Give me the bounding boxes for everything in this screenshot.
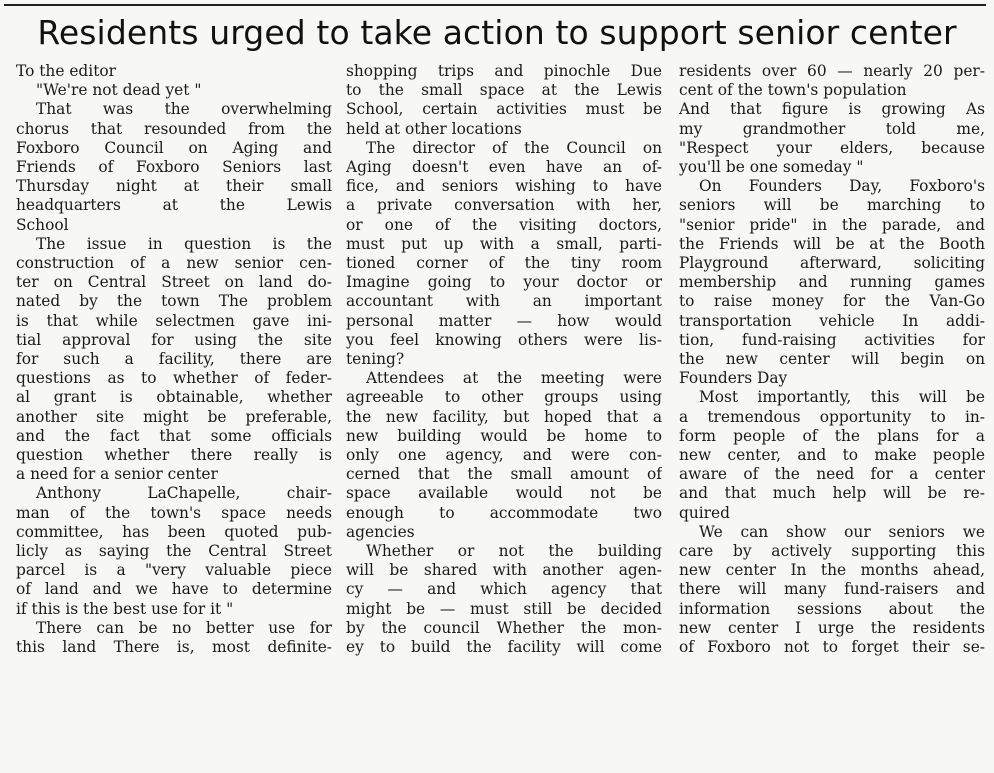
text-line: tion, fund-raising activities for bbox=[679, 330, 985, 349]
text-line: "We're not dead yet " bbox=[36, 81, 202, 100]
text-line: committee, has been quoted pub- bbox=[16, 522, 332, 541]
text-line: the new facility, but hoped that a bbox=[346, 407, 662, 426]
text-line: cy — and which agency that bbox=[346, 580, 662, 599]
text-line: We can show our seniors we bbox=[699, 522, 985, 541]
text-line: ey to build the facility will come bbox=[346, 638, 662, 657]
text-line: tening? bbox=[346, 350, 405, 369]
text-line: On Founders Day, Foxboro's bbox=[699, 177, 985, 196]
text-line: of land and we have to determine bbox=[16, 580, 332, 599]
text-line: space available would not be bbox=[346, 484, 662, 503]
text-line: shopping trips and pinochle Due bbox=[346, 62, 662, 80]
text-line: ter on Central Street on land do- bbox=[16, 273, 332, 292]
text-line: fice, and seniors wishing to have bbox=[346, 177, 662, 196]
text-line: "Respect your elders, because bbox=[679, 138, 985, 157]
text-line: licly as saying the Central Street bbox=[16, 542, 332, 561]
text-line: quired bbox=[679, 503, 731, 522]
text-line: al grant is obtainable, whether bbox=[16, 388, 332, 407]
text-line: the new center will begin on bbox=[679, 350, 985, 369]
text-line: School, certain activities must be bbox=[346, 100, 662, 119]
text-line: question whether there really is bbox=[16, 446, 332, 465]
text-line: The issue in question is the bbox=[36, 234, 332, 253]
text-line: Anthony LaChapelle, chair- bbox=[36, 484, 332, 503]
text-line: agencies bbox=[346, 522, 415, 541]
text-line: this land There is, most definite- bbox=[16, 638, 332, 657]
text-line: care by actively supporting this bbox=[679, 542, 985, 561]
text-line: Whether or not the building bbox=[366, 542, 662, 561]
text-line: Most importantly, this will be bbox=[699, 388, 985, 407]
text-line: And that figure is growing As bbox=[679, 100, 985, 119]
text-line: There can be no better use for bbox=[36, 618, 332, 637]
text-line: transportation vehicle In addi- bbox=[679, 311, 985, 330]
text-line: my grandmother told me, bbox=[679, 119, 985, 138]
text-line: residents over 60 — nearly 20 per- bbox=[679, 62, 985, 80]
text-line: parcel is a "very valuable piece bbox=[16, 561, 332, 580]
text-line: you feel knowing others were lis- bbox=[346, 330, 662, 349]
text-line: by the council Whether the mon- bbox=[346, 618, 662, 637]
text-line: personal matter — how would bbox=[346, 311, 662, 330]
text-line: held at other locations bbox=[346, 119, 522, 138]
text-line: and the fact that some officials bbox=[16, 426, 332, 445]
text-line: agreeable to other groups using bbox=[346, 388, 662, 407]
text-line: School bbox=[16, 215, 69, 234]
text-line: will be shared with another agen- bbox=[346, 561, 662, 580]
top-rule bbox=[4, 4, 986, 6]
headline: Residents urged to take action to support senior center bbox=[37, 13, 957, 52]
text-line: headquarters at the Lewis bbox=[16, 196, 332, 215]
text-line: a private conversation with her, bbox=[346, 196, 662, 215]
text-line: of Foxboro not to forget their se- bbox=[679, 638, 985, 657]
text-line: new center I urge the residents bbox=[679, 618, 985, 637]
text-line: for such a facility, there are bbox=[16, 350, 332, 369]
text-line: tioned corner of the tiny room bbox=[346, 254, 662, 273]
text-line: only one agency, and were con- bbox=[346, 446, 662, 465]
text-line: or one of the visiting doctors, bbox=[346, 215, 662, 234]
text-line: there will many fund-raisers and bbox=[679, 580, 985, 599]
article-column-1 bbox=[16, 62, 332, 657]
text-line: cerned that the small amount of bbox=[346, 465, 662, 484]
text-line: Attendees at the meeting were bbox=[366, 369, 662, 388]
text-line: Playground afterward, soliciting bbox=[679, 254, 985, 273]
text-line: a need for a senior center bbox=[16, 465, 218, 484]
text-line: Imagine going to your doctor or bbox=[346, 273, 662, 292]
text-line: a tremendous opportunity to in- bbox=[679, 407, 985, 426]
text-line: you'll be one someday " bbox=[679, 158, 864, 177]
text-line: information sessions about the bbox=[679, 599, 985, 618]
text-line: "senior pride" in the parade, and bbox=[679, 215, 985, 234]
text-line: accountant with an important bbox=[346, 292, 662, 311]
text-line: To the editor bbox=[16, 62, 117, 80]
text-line: Foxboro Council on Aging and bbox=[16, 138, 332, 157]
text-line: enough to accommodate two bbox=[346, 503, 662, 522]
text-line: must put up with a small, parti- bbox=[346, 234, 662, 253]
text-line: man of the town's space needs bbox=[16, 503, 332, 522]
text-line: to raise money for the Van-Go bbox=[679, 292, 985, 311]
text-line: Thursday night at their small bbox=[16, 177, 332, 196]
text-line: tial approval for using the site bbox=[16, 330, 332, 349]
text-line: new center, and to make people bbox=[679, 446, 985, 465]
text-line: form people of the plans for a bbox=[679, 426, 985, 445]
text-line: another site might be preferable, bbox=[16, 407, 332, 426]
text-line: might be — must still be decided bbox=[346, 599, 662, 618]
text-line: That was the overwhelming bbox=[36, 100, 332, 119]
text-line: construction of a new senior cen- bbox=[16, 254, 332, 273]
text-line: nated by the town The problem bbox=[16, 292, 332, 311]
article-column-3 bbox=[679, 62, 985, 657]
text-line: new center In the months ahead, bbox=[679, 561, 985, 580]
text-line: new building would be home to bbox=[346, 426, 662, 445]
text-line: is that while selectmen gave ini- bbox=[16, 311, 332, 330]
text-line: questions as to whether of feder- bbox=[16, 369, 332, 388]
text-line: and that much help will be re- bbox=[679, 484, 985, 503]
article-column-2 bbox=[346, 62, 662, 657]
text-line: aware of the need for a center bbox=[679, 465, 985, 484]
text-line: chorus that resounded from the bbox=[16, 119, 332, 138]
text-line: seniors will be marching to bbox=[679, 196, 985, 215]
text-line: if this is the best use for it " bbox=[16, 599, 234, 618]
text-line: cent of the town's population bbox=[679, 81, 907, 100]
text-line: Aging doesn't even have an of- bbox=[346, 158, 662, 177]
text-line: to the small space at the Lewis bbox=[346, 81, 662, 100]
text-line: Friends of Foxboro Seniors last bbox=[16, 158, 332, 177]
text-line: The director of the Council on bbox=[366, 138, 662, 157]
text-line: membership and running games bbox=[679, 273, 985, 292]
text-line: Founders Day bbox=[679, 369, 788, 388]
text-line: the Friends will be at the Booth bbox=[679, 234, 985, 253]
